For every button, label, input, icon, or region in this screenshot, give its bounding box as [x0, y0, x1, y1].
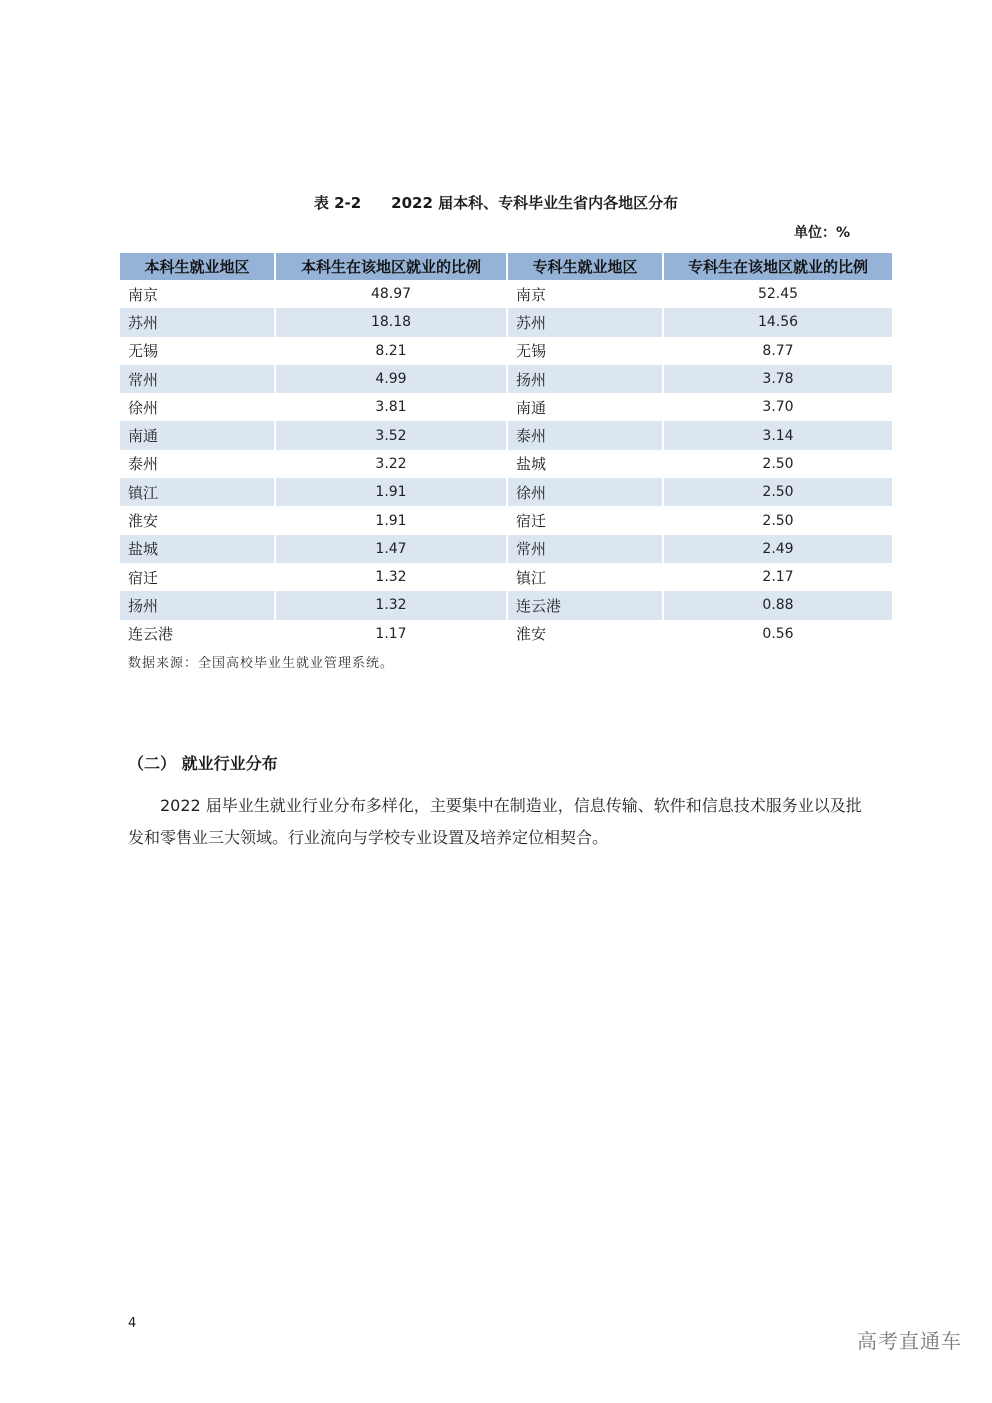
college-ratio-cell: 2.50 — [762, 455, 794, 472]
college-region-cell: 宿迁 — [508, 506, 664, 534]
undergrad-region-cell: 扬州 — [120, 591, 276, 619]
unit-label: 单位：% — [793, 225, 850, 241]
table-row — [120, 450, 892, 478]
college-ratio-cell: 0.56 — [762, 625, 794, 642]
college-ratio-cell: 52.45 — [757, 286, 799, 303]
table-row — [120, 308, 892, 336]
college-region-cell: 苏州 — [508, 308, 664, 336]
college-region-cell: 连云港 — [508, 591, 664, 619]
table-row — [120, 591, 892, 619]
table-title: 2022 届本科、专科毕业生省内各地区分布 — [391, 194, 679, 212]
undergrad-ratio-cell: 3.81 — [276, 393, 508, 421]
college-region-cell: 南通 — [508, 393, 664, 421]
college-ratio-cell: 3.78 — [664, 365, 892, 393]
watermark: 高考直通车 — [857, 1329, 962, 1353]
undergrad-region-cell: 无锡 — [120, 337, 276, 365]
college-ratio-cell: 3.14 — [664, 421, 892, 449]
undergrad-ratio-cell: 1.32 — [276, 563, 508, 591]
source-note: 数据来源：全国高校毕业生就业管理系统。 — [128, 656, 395, 671]
undergrad-region-cell: 宿迁 — [120, 563, 276, 591]
table-number: 表 2-2 — [313, 194, 362, 212]
undergrad-ratio-cell: 4.99 — [276, 365, 508, 393]
college-region-cell: 南京 — [508, 280, 664, 308]
table-row — [120, 478, 892, 506]
undergrad-region-cell: 泰州 — [120, 450, 276, 478]
table-row — [120, 280, 892, 308]
undergrad-ratio-cell: 8.21 — [276, 337, 508, 365]
section-paragraph: 2022 届毕业生就业行业分布多样化，主要集中在制造业，信息传输、软件和信息技术服务业以及批发和零售业三大领域。行业流向与学校专业设置及培养定位相契合。 — [128, 796, 862, 847]
college-ratio-cell: 8.77 — [762, 342, 794, 359]
college-ratio-cell: 14.56 — [664, 308, 892, 336]
college-region-cell: 扬州 — [508, 365, 664, 393]
college-ratio-cell: 2.50 — [664, 478, 892, 506]
college-ratio-cell: 2.17 — [762, 569, 794, 586]
undergrad-region-cell: 常州 — [120, 365, 276, 393]
undergrad-ratio-cell: 1.47 — [276, 535, 508, 563]
college-region-cell: 徐州 — [508, 478, 664, 506]
undergrad-region-cell: 盐城 — [120, 535, 276, 563]
undergrad-ratio-cell: 1.91 — [276, 506, 508, 534]
college-ratio-cell: 0.88 — [664, 591, 892, 619]
undergrad-region-cell: 徐州 — [120, 393, 276, 421]
table-row — [120, 337, 892, 365]
undergrad-region-cell: 苏州 — [120, 308, 276, 336]
section-heading: （二） 就业行业分布 — [128, 754, 278, 773]
header-undergrad-ratio: 本科生在该地区就业的比例 — [276, 253, 508, 280]
table-row — [120, 506, 892, 534]
undergrad-ratio-cell: 3.22 — [276, 450, 508, 478]
table-row — [120, 620, 892, 648]
college-region-cell: 盐城 — [508, 450, 664, 478]
header-college-region: 专科生就业地区 — [508, 253, 664, 280]
college-ratio-cell: 3.70 — [762, 399, 794, 416]
header-undergrad-region: 本科生就业地区 — [120, 253, 276, 280]
college-region-cell: 淮安 — [508, 620, 664, 648]
header-college-ratio: 专科生在该地区就业的比例 — [664, 253, 892, 280]
college-ratio-cell: 2.50 — [762, 512, 794, 529]
page-number: 4 — [128, 1316, 137, 1331]
college-region-cell: 常州 — [508, 535, 664, 563]
table-row — [120, 535, 892, 563]
undergrad-ratio-cell: 3.52 — [276, 421, 508, 449]
undergrad-region-cell: 南通 — [120, 421, 276, 449]
undergrad-region-cell: 淮安 — [120, 506, 276, 534]
region-distribution-table — [120, 253, 892, 648]
table-row — [120, 421, 892, 449]
undergrad-region-cell: 镇江 — [120, 478, 276, 506]
undergrad-region-cell: 连云港 — [120, 620, 276, 648]
undergrad-ratio-cell: 1.17 — [276, 620, 508, 648]
undergrad-ratio-cell: 1.91 — [276, 478, 508, 506]
table-row — [120, 365, 892, 393]
table-row — [120, 393, 892, 421]
table-row — [120, 563, 892, 591]
college-region-cell: 泰州 — [508, 421, 664, 449]
undergrad-ratio-cell: 18.18 — [276, 308, 508, 336]
college-region-cell: 无锡 — [508, 337, 664, 365]
undergrad-region-cell: 南京 — [120, 280, 276, 308]
table-caption — [0, 192, 992, 213]
table-header-row — [120, 253, 892, 280]
undergrad-ratio-cell: 1.32 — [276, 591, 508, 619]
college-ratio-cell: 2.49 — [664, 535, 892, 563]
college-region-cell: 镇江 — [508, 563, 664, 591]
undergrad-ratio-cell: 48.97 — [276, 280, 508, 308]
